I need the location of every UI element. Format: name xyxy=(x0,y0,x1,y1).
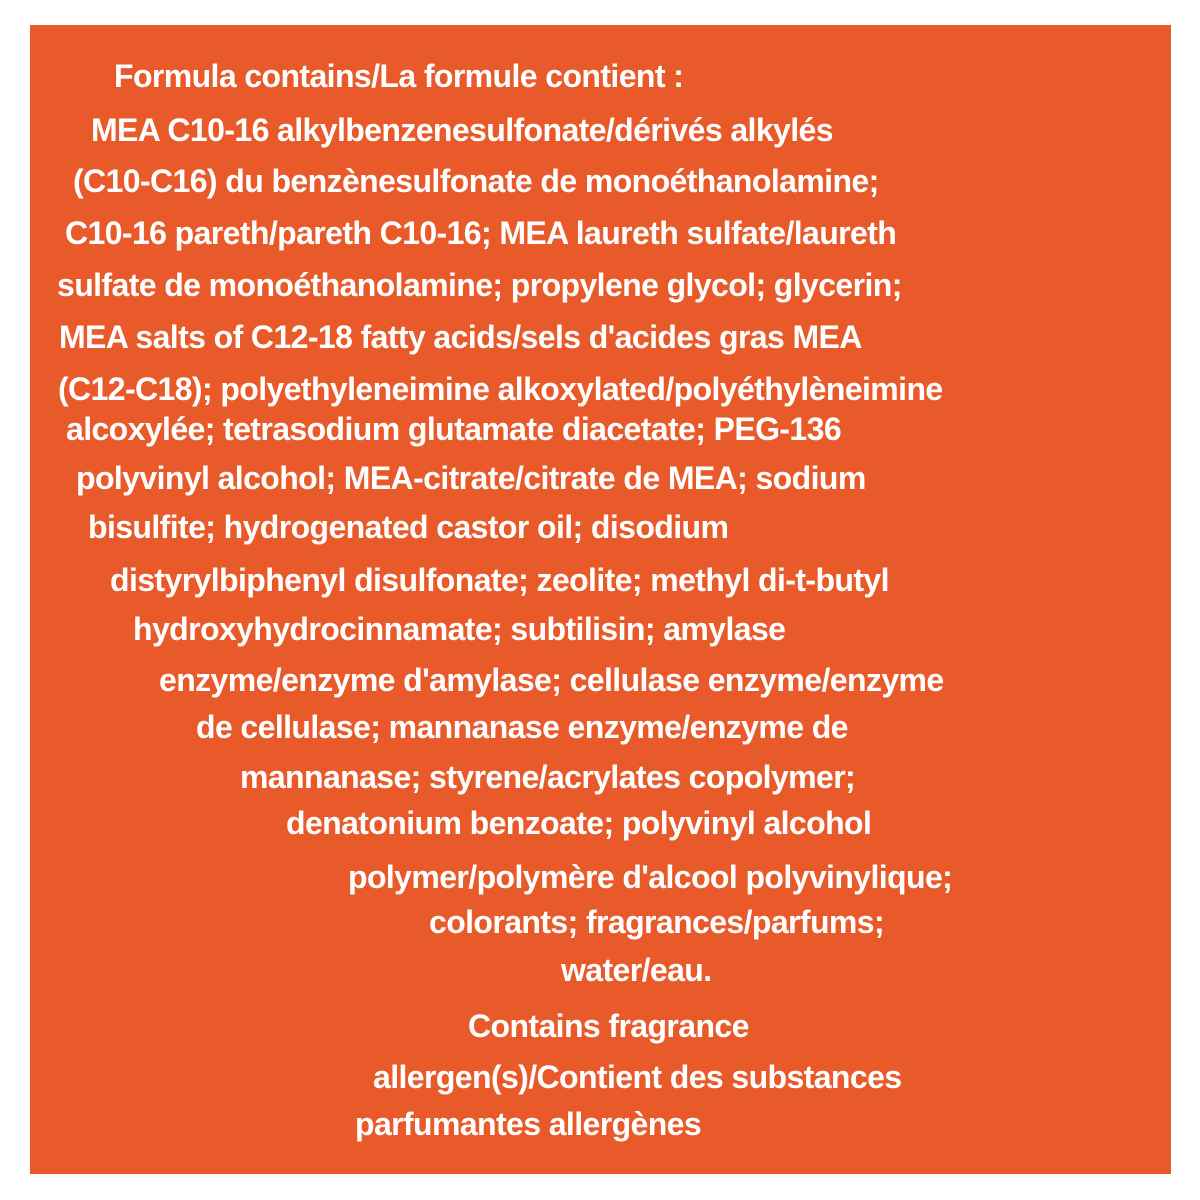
ingredient-line: water/eau. xyxy=(561,952,712,988)
ingredient-line: polyvinyl alcohol; MEA-citrate/citrate de MEA; sodium xyxy=(76,460,866,496)
ingredient-line: sulfate de monoéthanolamine; propylene glycol; glycerin; xyxy=(57,267,902,303)
allergen-line: allergen(s)/Contient des substances xyxy=(373,1059,902,1095)
ingredient-line: distyrylbiphenyl disulfonate; zeolite; methyl di-t-butyl xyxy=(110,562,889,598)
allergen-line: parfumantes allergènes xyxy=(355,1106,702,1142)
ingredient-line: hydroxyhydrocinnamate; subtilisin; amylase xyxy=(133,611,786,647)
ingredient-line: MEA C10-16 alkylbenzenesulfonate/dérivés alkylés xyxy=(91,112,833,148)
ingredient-line: C10-16 pareth/pareth C10-16; MEA laureth sulfate/laureth xyxy=(65,215,897,251)
ingredient-line: denatonium benzoate; polyvinyl alcohol xyxy=(286,805,872,841)
ingredient-line: mannanase; styrene/acrylates copolymer; xyxy=(240,759,856,795)
ingredient-line: MEA salts of C12-18 fatty acids/sels d'acides gras MEA xyxy=(59,319,862,355)
ingredient-line: (C12-C18); polyethyleneimine alkoxylated/polyéthylèneimine xyxy=(58,371,943,407)
ingredient-line: de cellulase; mannanase enzyme/enzyme de xyxy=(196,709,848,745)
allergen-line: Contains fragrance xyxy=(468,1008,749,1044)
ingredient-line: alcoxylée; tetrasodium glutamate diacetate; PEG-136 xyxy=(66,411,842,447)
ingredient-line: polymer/polymère d'alcool polyvinylique; xyxy=(348,859,953,895)
heading: Formula contains/La formule contient : xyxy=(114,58,684,94)
ingredient-line: enzyme/enzyme d'amylase; cellulase enzyme/enzyme xyxy=(159,662,944,698)
ingredient-line: colorants; fragrances/parfums; xyxy=(429,904,885,940)
ingredient-line: (C10-C16) du benzènesulfonate de monoéthanolamine; xyxy=(73,163,879,199)
ingredient-line: bisulfite; hydrogenated castor oil; disodium xyxy=(88,509,729,545)
ingredient-label-panel xyxy=(30,25,1171,1174)
